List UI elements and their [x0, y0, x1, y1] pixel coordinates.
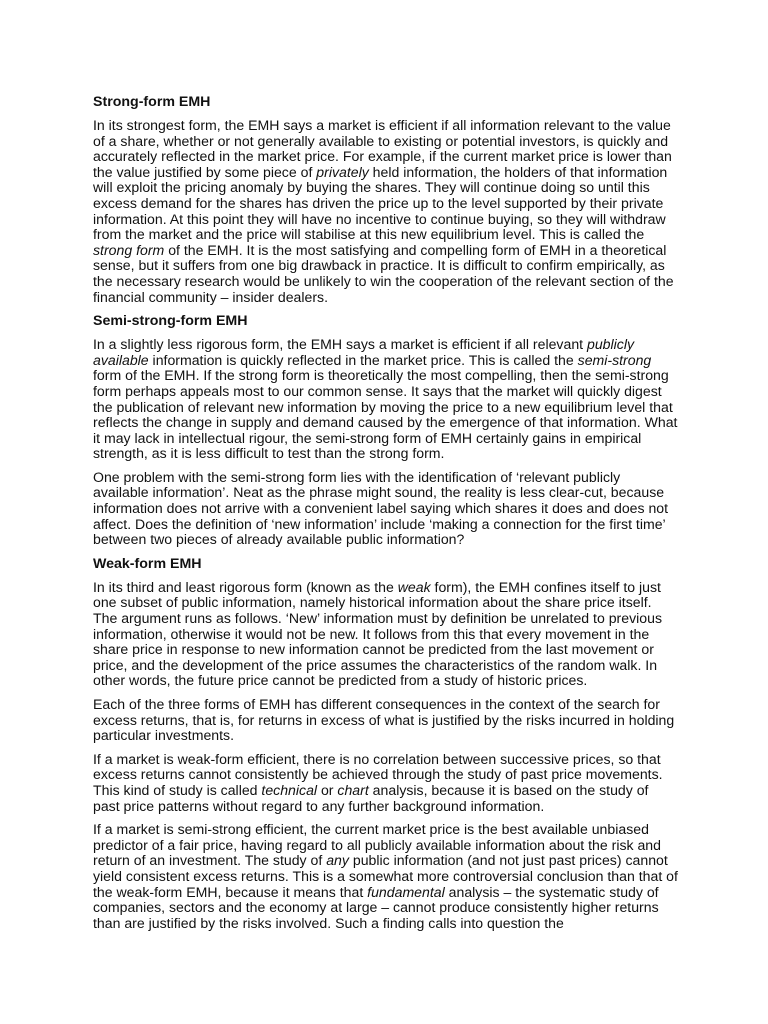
paragraph-weak-form-efficient: If a market is weak-form efficient, there is no correlation between successive prices, so that excess returns cannot consistently be achieved through the study of past price movements. This kind of study is called technical or chart analysis, because it is based on the study of past price patterns without regard to any further background information. — [93, 750, 663, 814]
paragraph-weak-form: In its third and least rigorous form (known as the weak form), the EMH confines itself to just one subset of public information, namely historical information about the share price itself. The argument runs as follows. ‘New’ information must by definition be unrelated to previous information, otherwise it would not be new. It follows from this that every movement in the share price in response to new information cannot be predicted from the last movement or price, and the development of the price assumes the characteristics of the random walk. In other words, the future price cannot be predicted from a study of historic prices. — [93, 578, 662, 689]
paragraph-semi-strong-form: In a slightly less rigorous form, the EMH says a market is efficient if all relevant publicly available information is quickly reflected in the market price. This is called the semi-strong form of the EMH. If the strong form is theoretically the most compelling, then the semi-strong form perhaps appeals most to our common sense. It says that the market will quickly digest the publication of relevant new information by moving the price to a new equilibrium level that reflects the change in supply and demand caused by the emergence of that information. What it may lack in intellectual rigour, the semi-strong form of EMH certainly gains in empirical strength, as it is less difficult to test than the strong form. — [93, 336, 678, 462]
heading-strong-form: Strong-form EMH — [93, 94, 211, 110]
heading-semi-strong-form: Semi-strong-form EMH — [93, 313, 248, 330]
paragraph-three-forms: Each of the three forms of EMH has different consequences in the context of the search for excess returns, that is, for returns in excess of what is justified by the risks incurred in holding particular investments. — [93, 696, 675, 744]
paragraph-semi-strong-problem: One problem with the semi-strong form lies with the identification of ‘relevant publicly available information’. Neat as the phrase might sound, the reality is less clear-cut, because information does not arrive with a convenient label saying which shares it does and does not affect. Does the definition of ‘new information’ include ‘making a connection for the first time’ between two pieces of already available public information? — [93, 468, 669, 548]
paragraph-strong-form: In its strongest form, the EMH says a market is efficient if all information relevant to the value of a share, whether or not generally available to existing or potential investors, is quickly and accurately reflected in the market price. For example, if the current market price is lower than the value justified by some piece of privately held information, the holders of that information will exploit the pricing anomaly by buying the shares. They will continue doing so until this excess demand for the shares has driven the price up to the level supported by their private information. At this point they will have no incentive to continue buying, so they will withdraw from the market and the price will stabilise at this new equilibrium level. This is called the strong form of the EMH. It is the most satisfying and compelling form of EMH in a theoretical sense, but it suffers from one big drawback in practice. It is difficult to confirm empirically, as the necessary research would be unlikely to win the cooperation of the relevant section of the financial community – insider dealers. — [93, 117, 674, 305]
paragraph-semi-strong-efficient: If a market is semi-strong efficient, the current market price is the best available unbiased predictor of a fair price, having regard to all publicly available information about the risk and return of an investment. The study of any public information (and not just past prices) cannot yield consistent excess returns. This is a somewhat more controversial conclusion than that of the weak-form EMH, because it means that fundamental analysis – the systematic study of companies, sectors and the economy at large – cannot produce consistently higher returns than are justified by the risks involved. Such a finding calls into question the — [93, 821, 678, 931]
heading-weak-form: Weak-form EMH — [93, 555, 202, 572]
